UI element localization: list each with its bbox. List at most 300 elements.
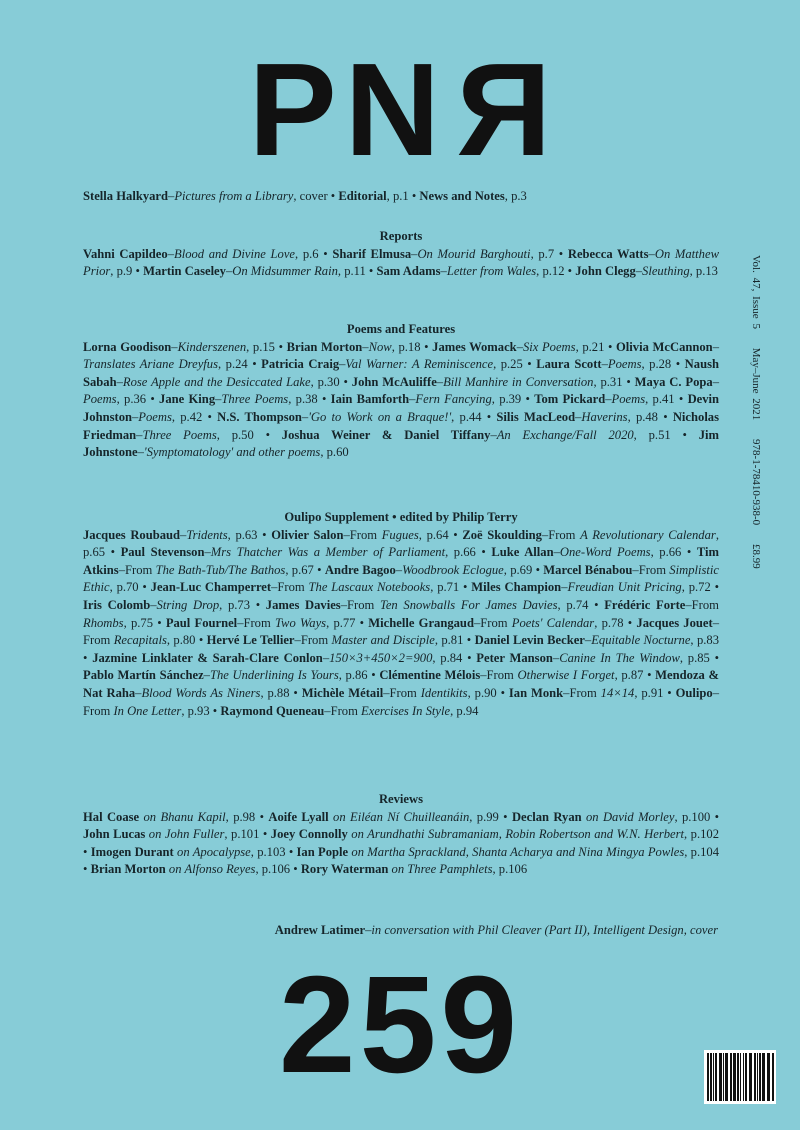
entry-author: Joey Connolly (270, 827, 348, 842)
bullet-separator: • (448, 527, 463, 542)
contents-entry (257, 528, 448, 542)
entry-author: Clémentine Mélois (379, 668, 481, 683)
entry-title: Master and Disciple (331, 633, 435, 648)
barcode-bar (749, 1053, 752, 1101)
comma: , (467, 685, 475, 700)
from-prefix: From (125, 562, 156, 577)
dash: – (712, 339, 719, 354)
entry-title: 'Symptomatology' and other poems (143, 445, 321, 460)
entry-page: p.21 (582, 339, 605, 354)
entry-page: p.98 (233, 809, 256, 824)
entry-page: p.48 (635, 409, 658, 424)
dash: – (237, 615, 244, 630)
contents-entry (153, 616, 355, 630)
entry-author: John Clegg (575, 264, 636, 279)
entry-title: On Midsummer Rain (232, 264, 338, 279)
entry-author: Tom Pickard (534, 392, 606, 407)
section-entries (83, 527, 719, 721)
dash: – (409, 392, 416, 407)
entry-page: p.39 (499, 392, 522, 407)
barcode-bar (740, 1053, 741, 1101)
entry-author: Aoife Lyall (268, 809, 329, 824)
entry-author: Michelle Grangaud (368, 615, 474, 630)
bullet-separator: • (670, 427, 699, 442)
entry-page: p.42 (180, 409, 203, 424)
comma: , (451, 409, 460, 424)
comma: , (295, 246, 303, 261)
from-prefix: From (486, 668, 518, 683)
bullet-separator: • (339, 374, 352, 389)
entry-author: Silis MacLeod (496, 409, 576, 424)
section-heading: Reviews (378, 792, 424, 806)
entry-title: Val Warner: A Reminiscence (345, 357, 494, 372)
dash: – (136, 427, 143, 442)
bullet-separator: • (459, 580, 472, 595)
contents-entry (318, 392, 522, 406)
bullet-separator: • (153, 615, 166, 630)
barcode-bar (715, 1053, 717, 1101)
entry-page: p.85 (687, 650, 710, 665)
contents-entry (83, 862, 290, 876)
entry-author: Vahni Capildeo (83, 246, 168, 261)
dash: – (137, 445, 144, 460)
comma: , (650, 545, 660, 560)
entry-author: Brian Morton (286, 339, 363, 354)
comma: , (293, 189, 300, 203)
entry-author: Nicholas Friedman (83, 409, 720, 442)
bullet-separator: • (463, 633, 475, 648)
entry-author: Raymond Queneau (220, 703, 325, 718)
entry-author: Ian Monk (508, 685, 564, 700)
barcode-bar (745, 1053, 747, 1101)
comma: , (679, 650, 688, 665)
entry-page: p.12 (542, 264, 565, 279)
entry-author: Olivia McCannon (616, 339, 713, 354)
barcode-bar (767, 1053, 770, 1101)
entry-title: Poems (138, 409, 172, 424)
dash: – (395, 562, 403, 577)
dash: – (712, 685, 720, 700)
on-word: on (581, 809, 603, 824)
entry-author: John Lucas (83, 827, 146, 842)
entry-title: Alfonso Reyes (184, 862, 256, 877)
entry-page: p.6 (302, 246, 319, 261)
contents-entry (462, 651, 709, 665)
entry-author: Jacques Jouet (636, 615, 713, 630)
dash: – (473, 615, 481, 630)
dash: – (490, 427, 497, 442)
entry-page: p.77 (333, 615, 356, 630)
dash: – (294, 633, 301, 648)
dash: – (116, 374, 123, 389)
entry-page: p.106 (261, 862, 291, 877)
entry-page: p.50 (231, 427, 254, 442)
comma: , (641, 357, 650, 372)
dash: – (171, 339, 178, 354)
comma: , (674, 809, 682, 824)
entry-author: John McAuliffe (351, 374, 437, 389)
comma: , (337, 264, 345, 279)
contents-entry (83, 845, 286, 859)
comma: , (246, 339, 253, 354)
contents-entry (366, 264, 565, 278)
entry-title: Bill Manhire in Conversation (443, 374, 594, 389)
comma: , (575, 339, 583, 354)
on-word: on (165, 862, 185, 877)
section-heading: Oulipo Supplement • edited by Philip Terry (284, 510, 518, 524)
from-prefix: From (330, 703, 362, 718)
logo-letter-n: N (344, 36, 449, 183)
from-prefix: From (243, 615, 275, 630)
entry-title: Woodbrook Eclogue (402, 562, 504, 577)
from-prefix: From (691, 597, 719, 612)
dash: – (383, 685, 390, 700)
entry-author: Hervé Le Tellier (206, 633, 295, 648)
entry-author: Lorna Goodison (83, 339, 172, 354)
entry-title: Mrs Thatcher Was a Member of Parliament (210, 545, 446, 560)
entry-title: Equitable Nocturne (591, 633, 691, 648)
contents-entry (463, 633, 719, 647)
contents-entry (319, 247, 555, 261)
contents-entry (83, 247, 319, 261)
entry-page: p.31 (600, 374, 623, 389)
entry-page: p.75 (130, 615, 153, 630)
comma: , (116, 392, 125, 407)
barcode-bar (723, 1053, 724, 1101)
entry-title: 14×14 (600, 685, 635, 700)
bullet-separator: • (709, 650, 720, 665)
entry-page: p.87 (621, 668, 644, 683)
entry-title: One-Word Poems (559, 545, 651, 560)
bullet-separator: • (657, 409, 673, 424)
contents-entry (565, 264, 718, 278)
entry-author: James Davies (265, 597, 341, 612)
bullet-separator: • (408, 189, 420, 203)
barcode-bar (730, 1053, 732, 1101)
bullet-separator: • (475, 545, 492, 560)
bullet-separator: • (604, 339, 617, 354)
entry-author: Patricia Craig (261, 357, 340, 372)
entry-title: Translates Ariane Dreyfus (83, 357, 218, 372)
entry-author: James Womack (432, 339, 517, 354)
bullet-separator: • (522, 357, 537, 372)
dash: – (362, 339, 369, 354)
bullet-separator: • (521, 392, 535, 407)
entry-title: Poems (607, 357, 642, 372)
contents-reports (83, 228, 719, 281)
bullet-separator: • (327, 189, 339, 203)
on-word: on (347, 827, 368, 842)
entry-title: A Revolutionary Calendar (580, 527, 716, 542)
bullet-separator: • (257, 527, 272, 542)
contents-entry (523, 357, 671, 371)
entry-author: Hal Coase (83, 809, 140, 824)
comma: , (338, 668, 346, 683)
comma: , (645, 392, 653, 407)
entry-page: p.102 (690, 827, 720, 842)
volume-issue: Vol. 47, Issue 5 (750, 255, 762, 329)
dash: – (167, 246, 174, 261)
entry-page: p.70 (116, 580, 139, 595)
entry-title: Identikits (420, 685, 468, 700)
section-entries (83, 188, 719, 206)
entry-page: p.51 (648, 427, 671, 442)
entry-author: Naush Sabah (83, 357, 719, 389)
bullet-separator: • (588, 597, 605, 612)
entry-page: p.72 (688, 580, 711, 595)
bullet-separator: • (496, 685, 509, 700)
from-prefix: From (548, 527, 581, 542)
entry-page: p.18 (398, 339, 421, 354)
contents-entry (290, 686, 497, 700)
dash: – (168, 189, 175, 203)
entry-title: Poems (611, 392, 646, 407)
comma: , (593, 374, 601, 389)
contents-entry (210, 704, 479, 718)
entry-title: Simplistic Ethic (83, 562, 719, 595)
entry-title: Poets' Calendar (511, 615, 595, 630)
from-prefix: From (277, 580, 309, 595)
bullet-separator: • (202, 409, 218, 424)
bullet-separator: • (710, 580, 719, 595)
entry-page: p.11 (344, 264, 366, 279)
comma: , (715, 527, 719, 542)
from-prefix: From (569, 685, 601, 700)
barcode-bar (737, 1053, 739, 1101)
entry-author: Laura Scott (536, 357, 602, 372)
entry-author: Tim Atkins (83, 545, 720, 577)
dash: – (301, 409, 309, 424)
comma: , (225, 809, 234, 824)
bullet-separator: • (105, 545, 121, 560)
dash: – (118, 562, 125, 577)
entry-author: Daniel Levin Becker (474, 633, 585, 648)
entry-page: p.88 (267, 685, 290, 700)
dash: – (339, 357, 346, 372)
entry-page: p.99 (476, 809, 499, 824)
comma: , (255, 862, 262, 877)
entry-title: Two Ways (274, 615, 327, 630)
entry-page: p.28 (649, 357, 672, 372)
contents-entry (83, 651, 462, 665)
entry-title: Blood Words As Niners (141, 685, 261, 700)
entry-author: Jean-Luc Champerret (150, 580, 272, 595)
entry-author: News and Notes (419, 189, 505, 203)
isbn: 978-1-78410-938-0 (750, 439, 762, 526)
dash: – (632, 562, 639, 577)
contents-entry (482, 410, 658, 424)
dash: – (322, 650, 330, 665)
entry-title: The Lascaux Notebooks (308, 580, 431, 595)
entry-page: p.90 (474, 685, 497, 700)
entry-title: John Fuller (164, 827, 225, 842)
entry-title: On Matthew Prior (83, 246, 719, 279)
contents-entry (314, 563, 532, 577)
contents-entry (290, 862, 527, 876)
entry-page: p.100 (681, 809, 711, 824)
contents-entry (355, 616, 623, 630)
entry-author: Iain Bamforth (330, 392, 410, 407)
entry-page: p.13 (695, 264, 718, 279)
entry-author: Paul Stevenson (120, 545, 205, 560)
entry-author: Paul Fournel (165, 615, 238, 630)
entry-title: On Mourid Barghouti (417, 246, 531, 261)
entry-page: p.74 (566, 597, 589, 612)
cover-credit (275, 923, 718, 938)
from-prefix: From (389, 685, 421, 700)
entry-title: Arundhathi Subramaniam, Robin Robertson and W.N. Herbert (367, 827, 685, 842)
entry-author: Michèle Métail (301, 685, 384, 700)
entry-title: Ten Snowballs For James Davies (379, 597, 558, 612)
issue-number: 259 (278, 948, 522, 1102)
entry-title: An Exchange/Fall 2020 (496, 427, 634, 442)
comma: , (250, 844, 258, 859)
comma: , (285, 562, 292, 577)
entry-author: Jacques Roubaud (83, 527, 181, 542)
entry-page: p.9 (116, 264, 133, 279)
price: £8.99 (750, 543, 762, 569)
bullet-separator: • (532, 562, 544, 577)
entry-author: Jane King (159, 392, 216, 407)
entry-page: p.64 (426, 527, 449, 542)
bullet-separator: • (671, 357, 685, 372)
bullet-separator: • (564, 264, 576, 279)
bullet-separator: • (498, 809, 512, 824)
dash: – (605, 392, 612, 407)
comma: , (445, 545, 454, 560)
comma: , (432, 650, 441, 665)
entry-title: Fugues (381, 527, 419, 542)
contents-entry (409, 189, 527, 203)
entry-title: The Bath-Tub/The Bathos (155, 562, 286, 577)
contents-entry (421, 340, 605, 354)
bullet-separator: • (481, 409, 497, 424)
entry-title: David Morley (602, 809, 675, 824)
contents-poems-features (83, 321, 719, 462)
barcode-bar (757, 1053, 758, 1101)
comma: , (166, 633, 174, 648)
entry-title: Martha Sprackland, Shanta Acharya and Nina Mingya Powles (367, 844, 685, 859)
entry-author: Jim Johnstone (83, 427, 719, 460)
dash: – (553, 545, 560, 560)
cover-credit-title: in conversation with Phil Cleaver (Part II), Intelligent Design, cover (371, 923, 718, 937)
contents-entry (139, 580, 460, 594)
dash: – (685, 597, 692, 612)
comma: , (217, 357, 226, 372)
on-word: on (145, 827, 165, 842)
entry-author: Rory Waterman (300, 862, 389, 877)
dash: – (135, 685, 142, 700)
barcode-bar (725, 1053, 728, 1101)
contents-entry (83, 528, 257, 542)
contents-entry (286, 845, 719, 859)
entry-title: Haverins (581, 409, 628, 424)
entry-page: p.66 (659, 545, 682, 560)
bullet-separator: • (313, 562, 325, 577)
bullet-separator: • (367, 668, 380, 683)
dash: – (436, 374, 444, 389)
logo-letter-p: P (248, 36, 345, 183)
entry-author: Stella Halkyard (83, 189, 169, 203)
entry-title: Rose Apple and the Desiccated Lake (122, 374, 311, 389)
contents-entry (275, 340, 421, 354)
barcode-bar (743, 1053, 744, 1101)
entry-page: p.67 (291, 562, 314, 577)
contents-intro (83, 188, 719, 206)
contents-entry (248, 357, 523, 371)
entry-page: cover (299, 189, 328, 203)
entry-title: Three Pamphlets (407, 862, 493, 877)
contents-reviews (83, 791, 719, 879)
on-word: on (173, 844, 193, 859)
dash: – (561, 580, 568, 595)
bullet-separator: • (146, 392, 160, 407)
entry-author: Maya C. Popa (634, 374, 713, 389)
entry-author: Andre Bagoo (324, 562, 396, 577)
bullet-separator: • (365, 264, 377, 279)
comma: , (627, 409, 636, 424)
section-heading: Poems and Features (346, 322, 456, 336)
entry-author: Jazmine Linklater & Sarah-Clare Conlon (92, 650, 323, 665)
dash: – (516, 339, 523, 354)
bullet-separator: • (83, 844, 91, 859)
bullet-separator: • (250, 597, 266, 612)
entry-author: Luke Allan (491, 545, 554, 560)
entry-page: p.83 (696, 633, 719, 648)
dash: – (215, 392, 222, 407)
dash: – (648, 246, 655, 261)
entry-page: p.106 (498, 862, 528, 877)
entry-page: p.94 (456, 703, 479, 718)
bullet-separator: • (247, 357, 262, 372)
barcode-bar (754, 1053, 756, 1101)
bullet-separator: • (209, 703, 221, 718)
entry-page: p.80 (173, 633, 196, 648)
entry-page: p.78 (601, 615, 624, 630)
comma: , (310, 374, 318, 389)
comma: , (491, 392, 500, 407)
dash: – (712, 374, 719, 389)
contents-entry (255, 810, 499, 824)
entry-page: p.36 (124, 392, 147, 407)
entry-title: Canine In The Window (559, 650, 680, 665)
entry-author: Marcel Bénabou (543, 562, 633, 577)
entry-author: Devin Johnston (83, 392, 720, 424)
comma: , (418, 527, 427, 542)
entry-author: Oulipo (675, 685, 713, 700)
contents-entry (259, 827, 719, 841)
dash: – (150, 597, 157, 612)
entry-page: p.3 (511, 189, 527, 203)
entry-title: Pictures from a Library (174, 189, 294, 203)
comma: , (503, 562, 511, 577)
dash: – (541, 527, 549, 542)
entry-title: Recapitals (113, 633, 167, 648)
logo-letter-r-mirrored: R (448, 36, 552, 183)
comma: , (633, 427, 649, 442)
bullet-separator: • (285, 844, 297, 859)
entry-page: p.69 (510, 562, 533, 577)
comma: , (391, 339, 399, 354)
bullet-separator: • (83, 862, 91, 877)
bullet-separator: • (622, 374, 635, 389)
contents-entry (83, 340, 275, 354)
entry-title: Letter from Wales (446, 264, 537, 279)
entry-title: Freudian Unit Pricing (567, 580, 682, 595)
from-prefix: From (480, 615, 512, 630)
entry-title: Otherwise I Forget (517, 668, 615, 683)
dash: – (180, 527, 187, 542)
